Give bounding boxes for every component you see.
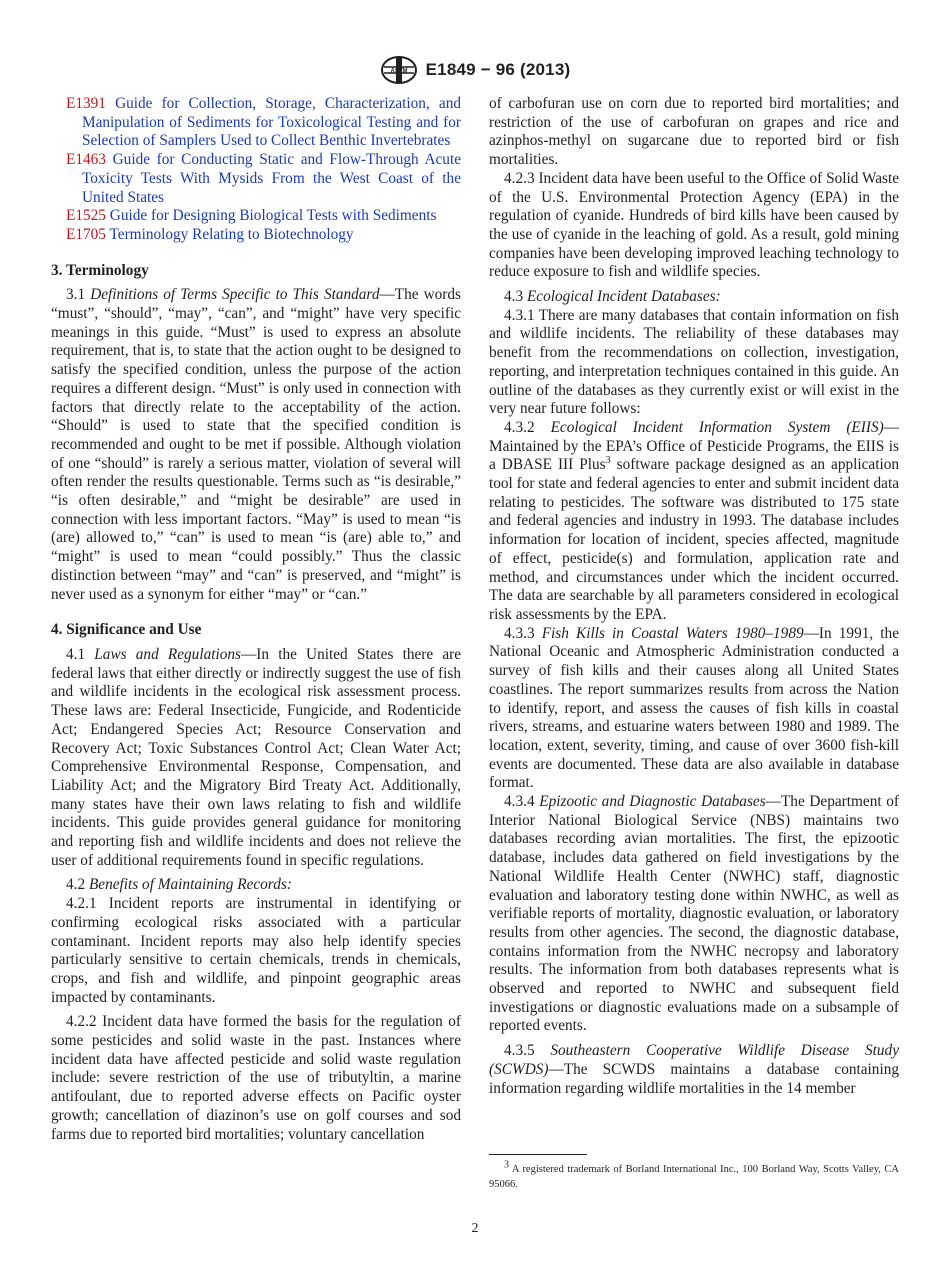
left-column <box>51 95 461 1144</box>
paragraph-4-3-5: 4.3.5 Southeastern Cooperative Wildlife Disease Study (SCWDS)—The SCWDS maintains a database containing information regarding wildlife mortalities in the 14 member <box>489 1042 899 1097</box>
right-column <box>489 95 899 1098</box>
reference-e1463[interactable]: E1463 Guide for Conducting Static and Flow-Through Acute Toxicity Tests With Mysids From the West Coast of the United States <box>66 151 461 206</box>
footnote-ref-3[interactable]: 3 <box>605 455 611 467</box>
svg-text:ASTM: ASTM <box>390 68 408 75</box>
footnote-3: $^3$ A registered trademark of Borland International Inc., 100 Borland Way, Scotts Valley, CA 95066. <box>489 1159 899 1190</box>
paragraph-4-3: 4.3 Ecological Incident Databases: <box>504 288 721 306</box>
page-header <box>0 55 950 85</box>
reference-e1705[interactable]: E1705 Terminology Relating to Biotechnology <box>66 225 354 243</box>
footnote-rule <box>489 1154 587 1155</box>
paragraph-4-3-4: 4.3.4 Epizootic and Diagnostic Databases—The Department of Interior National Biological Service (NBS) maintains two databases recording avian mortalities. The first, the epizootic database, includes data gathered on field investigations by the National Wildlife Health Center (NWHC) staff, diagnostic evaluation and laboratory testing done within NWHC, as well as verifiable reports of mortality, diagnostic evaluation, or laboratory results from other agencies. The second, the diagnostic database, contains information from the NWHC necropsy and laboratory results. The information from both databases represents what is observed and reported to NWHC and subsequent field investigations or diagnostic evaluations made on a subsample of reported events. <box>489 793 899 1035</box>
reference-e1525[interactable]: E1525 Guide for Designing Biological Tests with Sediments <box>66 207 437 225</box>
section-3-heading: 3. Terminology <box>51 261 149 279</box>
paragraph-3-1: 3.1 Definitions of Terms Specific to This Standard—The words “must”, “should”, “may”, “can”, and “might” have very specific meanings in this guide. “Must” is used to express an absolute requirement, that is, to state that the action ought to be designed to satisfy the specified condition, unless the purpose of the action requires a different design. “Must” is only used in connection with factors that directly relate to the acceptability of the action. “Should” is used to state that the specified condition is recommended and ought to be met if possible. Although violation of one “should” is rarely a serious matter, violation of several will often render the results questionable. Terms such as “is desirable,” “is often desirable,” and “might be desirable” are used in connection with less important factors. “May” is used to mean “is (are) allowed to,” “can” is used to mean “is (are) able to,” and “might” is used to mean “could possibly.” Thus the classic distinction between “may” and “can” is preserved, and “might” is never used as a synonym for either “may” or “can.” <box>51 286 461 603</box>
paragraph-4-2-1: 4.2.1 Incident reports are instrumental in identifying or confirming ecological risks associated with a particular contaminant. Incident reports may also help identify species particularly sensitive to certain chemicals, trends in chemicals, crops, and fish and wildlife, and pinpoint geographic areas impacted by contaminants. <box>51 895 461 1006</box>
paragraph-4-2-2-continued: of carbofuran use on corn due to reported bird mortalities; and restriction of the use of carbofuran on grapes and rice and azinphos-methyl on sugarcane due to reported bird or fish mortalities. <box>489 95 899 169</box>
section-4-heading: 4. Significance and Use <box>51 621 202 639</box>
reference-e1391[interactable]: E1391 Guide for Collection, Storage, Characterization, and Manipulation of Sediments for Toxicological Testing and for Selection of Samplers Used to Collect Benthic Invertebrates <box>66 95 461 150</box>
astm-logo-icon <box>380 55 418 85</box>
paragraph-4-2-2: 4.2.2 Incident data have formed the basis for the regulation of some pesticides and solid waste in the past. Instances where incident data have affected pesticide and solid waste regulation include: severe restriction of the use of tributyltin, a marine antifoulant, due to reported adverse effects on Pacific oyster growth; cancellation of diazinon’s use on golf courses and sod farms due to reported bird mortalities; voluntary cancellation <box>51 1013 461 1143</box>
paragraph-4-3-1: 4.3.1 There are many databases that contain information on fish and wildlife incidents. The reliability of these databases may benefit from the recommendations on collection, investigation, reporting, and interpretation techniques contained in this guide. An outline of the databases as they currently exist or will exist in the very near future follows: <box>489 306 899 418</box>
paragraph-4-3-2: 4.3.2 Ecological Incident Information System (EIIS)—Maintained by the EPA’s Office of Pesticide Programs, the EIIS is a DBASE III Plus$^3$ software package designed as an application tool for state and federal agencies to enter and submit incident data relating to pesticides. The software was distributed to 175 state and federal agencies and industry in 1993. The database includes information for location of incident, species affected, magnitude of effect, pesticide(s) and formulation, application rate and method, and circumstances under which the incident occurred. The data are searchable by all parameters considered in ecological risk assessments by the EPA. <box>489 418 899 623</box>
paragraph-4-2: 4.2 Benefits of Maintaining Records: <box>66 876 292 894</box>
paragraph-4-3-3: 4.3.3 Fish Kills in Coastal Waters 1980–1989—In 1991, the National Oceanic and Atmospheric Administration conducted a survey of fish kills and their causes along all United States coastlines. The report summarizes results from across the Nation to identify, report, and assess the causes of fish kills in coastal rivers, streams, and estuarine waters between 1980 and 1989. The location, extent, severity, timing, and cause of over 3600 fish-kill events are documented. These data are also available in database format. <box>489 624 899 792</box>
paragraph-4-2-3: 4.2.3 Incident data have been useful to the Office of Solid Waste of the U.S. Environmental Protection Agency (EPA) in the regulation of cyanide. Hundreds of bird kills have been caused by the use of cyanide in the leaching of gold. As a result, gold mining companies have been developing improved leaching technology to reduce exposure to fish and wildlife species. <box>489 169 899 281</box>
standard-designation: E1849 − 96 (2013) <box>425 59 571 79</box>
page-number: 2 <box>471 1221 479 1236</box>
paragraph-4-1: 4.1 Laws and Regulations—In the United States there are federal laws that either directly or indirectly suggest the use of fish and wildlife incidents in the ecological risk assessment process. These laws are: Federal Insecticide, Fungicide, and Rodenticide Act; Endangered Species Act; Resource Conservation and Recovery Act; Toxic Substances Control Act; Clean Water Act; Comprehensive Environmental Response, Compensation, and Liability Act; and the Migratory Bird Treaty Act. Additionally, many states have their own laws relating to fish and wildlife incidents. This guide provides general guidance for monitoring and reporting fish and wildlife incidents and does not relieve the user of additional requirements found in specific regulations. <box>51 645 461 869</box>
